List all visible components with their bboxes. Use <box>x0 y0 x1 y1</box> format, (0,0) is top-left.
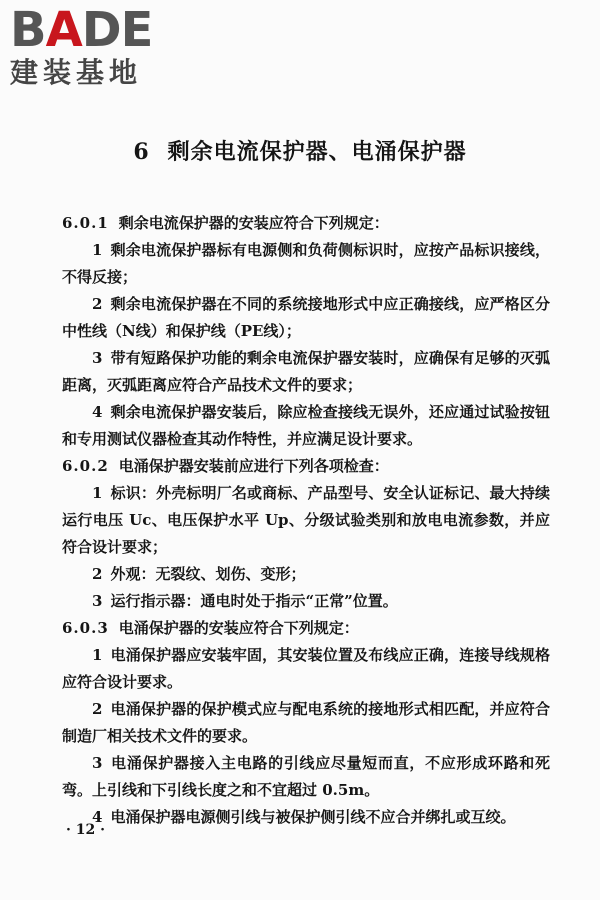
item-text: 剩余电流保护器安装后，除应检查接线无误外，还应通过试验按钮和专用测试仪器检查其动作特性，并应满足设计要求。 <box>62 403 550 448</box>
item-text: 外观：无裂纹、划伤、变形； <box>110 565 306 583</box>
item-text: 电涌保护器电源侧引线与被保护侧引线不应合并绑扎或互绞。 <box>110 808 516 826</box>
chapter-number: 6 <box>133 139 150 165</box>
logo-subtitle: 建装基地 <box>10 56 143 89</box>
item-number: 3 <box>92 349 103 367</box>
logo-letter-accent: A <box>45 2 82 58</box>
item-number: 3 <box>92 754 103 772</box>
clause-heading-text: 电涌保护器的安装应符合下列规定： <box>118 619 359 637</box>
logo <box>10 2 153 90</box>
clause-item <box>62 345 550 399</box>
clause-item <box>62 696 550 750</box>
item-text: 剩余电流保护器标有电源侧和负荷侧标识时，应按产品标识接线，不得反接； <box>62 241 550 286</box>
clause-item <box>62 750 550 804</box>
item-number: 1 <box>92 484 103 502</box>
clause-item <box>62 237 550 291</box>
item-text: 剩余电流保护器在不同的系统接地形式中应正确接线，应严格区分中性线（N线）和保护线（PE线）； <box>62 295 550 340</box>
logo-wordmark <box>10 2 153 58</box>
clause-heading <box>62 615 550 642</box>
item-number: 2 <box>92 700 103 718</box>
item-number: 4 <box>92 403 103 421</box>
item-number: 1 <box>92 646 103 664</box>
chapter-title <box>0 135 600 166</box>
clause-number: 6.0.1 <box>62 214 109 232</box>
document-body <box>62 210 550 831</box>
item-text: 运行指示器：通电时处于指示“正常”位置。 <box>110 592 398 610</box>
clause-item <box>62 804 550 831</box>
page-number: · 12 · <box>66 822 105 838</box>
item-number: 2 <box>92 295 103 313</box>
item-number: 3 <box>92 592 103 610</box>
clause-item <box>62 291 550 345</box>
clause-number: 6.0.2 <box>62 457 109 475</box>
item-text: 电涌保护器接入主电路的引线应尽量短而直，不应形成环路和死弯。上引线和下引线长度之和不宜超过 0.5m。 <box>62 754 550 799</box>
clause-item <box>62 588 550 615</box>
clause-heading <box>62 210 550 237</box>
item-text: 电涌保护器应安装牢固，其安装位置及布线应正确，连接导线规格应符合设计要求。 <box>62 646 550 691</box>
clause-heading-text: 剩余电流保护器的安装应符合下列规定： <box>118 214 389 232</box>
item-number: 4 <box>92 808 103 826</box>
clause-item <box>62 561 550 588</box>
item-text: 电涌保护器的保护模式应与配电系统的接地形式相匹配，并应符合制造厂相关技术文件的要求。 <box>62 700 550 745</box>
item-text: 带有短路保护功能的剩余电流保护器安装时，应确保有足够的灭弧距离，灭弧距离应符合产品技术文件的要求； <box>62 349 550 394</box>
item-text: 标识：外壳标明厂名或商标、产品型号、安全认证标记、最大持续运行电压 Uc、电压保护水平 Up、分级试验类别和放电电流参数，并应符合设计要求； <box>62 484 550 556</box>
clause-heading-text: 电涌保护器安装前应进行下列各项检查： <box>118 457 389 475</box>
chapter-title-text: 剩余电流保护器、电涌保护器 <box>167 139 467 165</box>
logo-letters-pre: B <box>10 2 46 58</box>
clause-item <box>62 642 550 696</box>
item-number: 1 <box>92 241 103 259</box>
clause-item <box>62 399 550 453</box>
item-number: 2 <box>92 565 103 583</box>
clause-number: 6.0.3 <box>62 619 109 637</box>
logo-letters-post: DE <box>81 2 153 58</box>
clause-item <box>62 480 550 561</box>
clause-heading <box>62 453 550 480</box>
